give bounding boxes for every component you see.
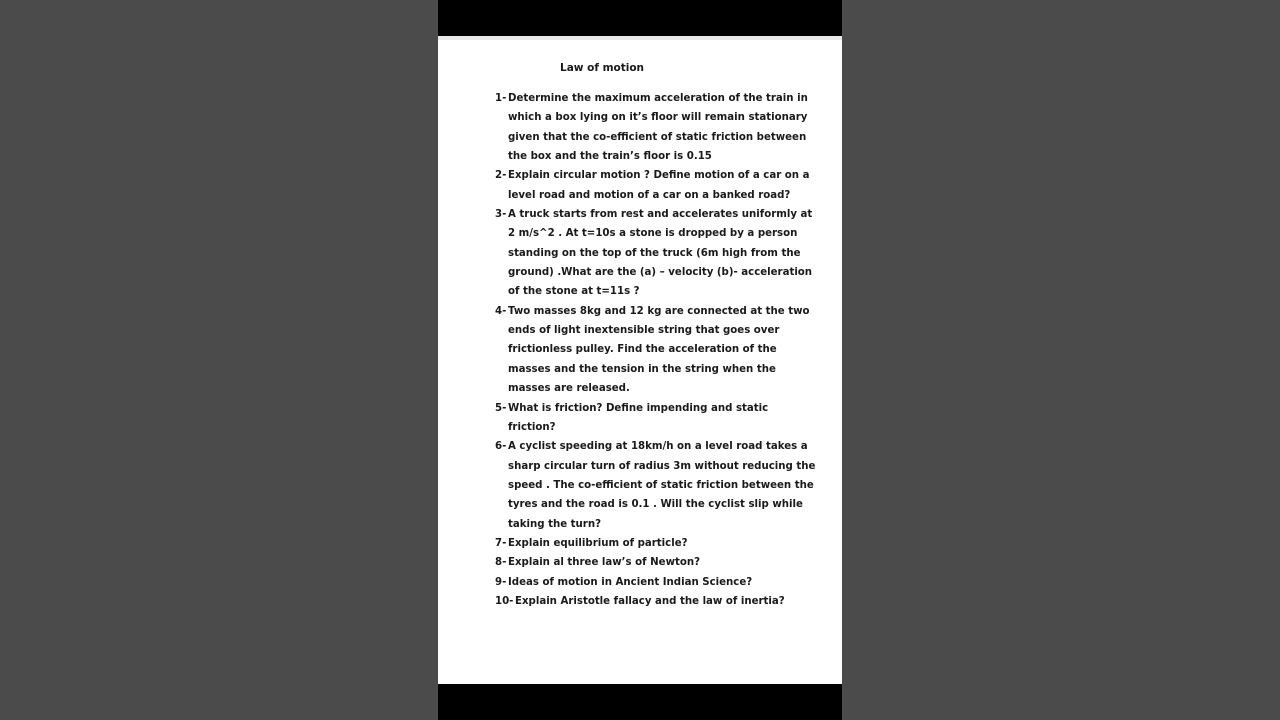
- question-number: 4-: [495, 305, 507, 317]
- question-text-line: frictionless pulley. Find the acceleration of the: [508, 344, 777, 356]
- document-page: [438, 36, 842, 684]
- document-title: Law of motion: [560, 62, 645, 74]
- question-text-line: masses are released.: [508, 383, 630, 395]
- question-item-8: [495, 553, 840, 572]
- question-number: 3-: [495, 209, 507, 221]
- question-text-line: masses and the tension in the string when the: [508, 363, 776, 375]
- question-text-line: ends of light inextensible string that goes over: [508, 325, 780, 337]
- question-item-2: [495, 166, 840, 205]
- question-number: 2-: [495, 170, 507, 182]
- question-text-line: speed . The co-efficient of static friction between the: [508, 479, 814, 491]
- question-number: 8-: [495, 557, 507, 569]
- question-text-line: of the stone at t=11s ?: [508, 286, 640, 298]
- question-list: [495, 89, 840, 611]
- question-item-4: [495, 302, 840, 399]
- question-item-10: [495, 592, 840, 611]
- question-text-line: Explain al three law’s of Newton?: [508, 557, 701, 569]
- question-text-line: Determine the maximum acceleration of the train in: [508, 93, 808, 104]
- question-item-6: [495, 437, 840, 534]
- question-text-line: Ideas of motion in Ancient Indian Science?: [508, 576, 753, 588]
- question-item-3: [495, 205, 840, 302]
- question-number: 6-: [495, 441, 507, 453]
- question-item-5: [495, 399, 840, 438]
- question-number: 5-: [495, 402, 507, 414]
- question-text-line: taking the turn?: [508, 518, 601, 530]
- question-text-line: Explain equilibrium of particle?: [508, 537, 688, 549]
- question-text-line: A truck starts from rest and accelerates uniformly at: [508, 209, 813, 221]
- question-text-line: level road and motion of a car on a banked road?: [508, 189, 791, 201]
- question-text-line: Explain Aristotle fallacy and the law of inertia?: [515, 595, 785, 607]
- question-number: 10-: [495, 595, 514, 607]
- question-text-line: tyres and the road is 0.1 . Will the cyclist slip while: [508, 499, 803, 511]
- question-text-line: What is friction? Define impending and static: [508, 402, 769, 414]
- question-number: 7-: [495, 537, 507, 549]
- question-text-line: sharp circular turn of radius 3m without reducing the: [508, 460, 816, 472]
- question-text-line: which a box lying on it’s floor will remain stationary: [508, 112, 808, 124]
- question-text-line: A cyclist speeding at 18km/h on a level road takes a: [508, 441, 808, 453]
- question-text-line: 2 m/s^2 . At t=10s a stone is dropped by a person: [508, 228, 798, 240]
- question-item-9: [495, 573, 840, 592]
- question-text-line: Two masses 8kg and 12 kg are connected at the two: [508, 305, 810, 317]
- question-number: 1-: [495, 93, 507, 104]
- question-item-7: [495, 534, 840, 553]
- question-text-line: ground) .What are the (a) – velocity (b)- acceleration: [508, 267, 813, 279]
- question-text-line: given that the co-efficient of static friction between: [508, 131, 807, 143]
- question-item-1: [495, 89, 840, 166]
- question-text-line: Explain circular motion ? Define motion of a car on a: [508, 170, 810, 182]
- question-number: 9-: [495, 576, 507, 588]
- video-frame: [438, 0, 842, 720]
- question-text-line: the box and the train’s floor is 0.15: [508, 151, 712, 163]
- question-text-line: friction?: [508, 421, 556, 433]
- question-text-line: standing on the top of the truck (6m high from the: [508, 247, 801, 259]
